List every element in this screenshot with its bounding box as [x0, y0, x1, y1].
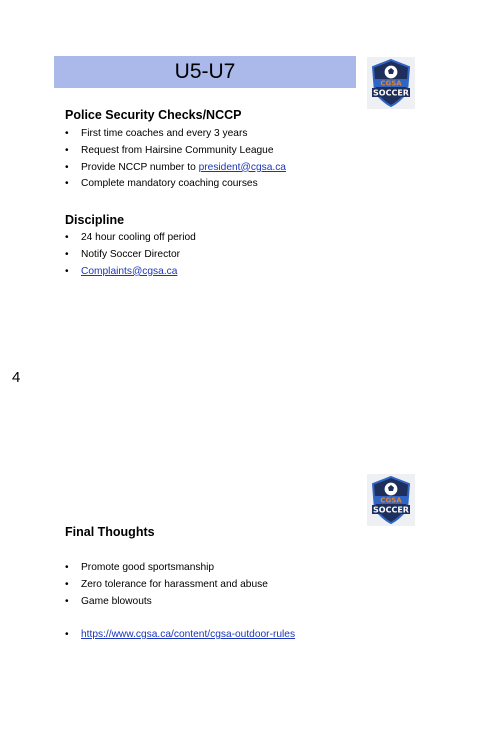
list-item — [65, 264, 196, 281]
list-item: • First time coaches and every 3 years — [65, 126, 286, 143]
rules-link-list — [65, 627, 295, 644]
president-email-link[interactable]: president@cgsa.ca — [198, 161, 286, 173]
svg-text:CGSA: CGSA — [380, 496, 402, 505]
svg-text:CGSA: CGSA — [380, 79, 402, 88]
complaints-email-link[interactable]: Complaints@cgsa.ca — [81, 265, 178, 277]
police-checks-heading: Police Security Checks/NCCP — [65, 108, 242, 122]
list-item: • Game blowouts — [65, 594, 268, 611]
final-thoughts-list — [65, 560, 268, 610]
list-item: • Request from Hairsine Community League — [65, 143, 286, 160]
list-item: • Complete mandatory coaching courses — [65, 176, 286, 193]
list-item — [65, 627, 295, 644]
svg-text:SOCCER: SOCCER — [373, 88, 409, 98]
list-item: • Zero tolerance for harassment and abuse — [65, 577, 268, 594]
list-item: • Promote good sportsmanship — [65, 560, 268, 577]
soccer-shield-icon — [369, 475, 413, 525]
cgsa-soccer-logo — [367, 57, 415, 109]
discipline-heading: Discipline — [65, 213, 125, 227]
outdoor-rules-link[interactable]: https://www.cgsa.ca/content/cgsa-outdoor-rules — [81, 629, 296, 640]
discipline-list — [65, 230, 196, 280]
list-item: • 24 hour cooling off period — [65, 230, 196, 247]
svg-text:SOCCER: SOCCER — [373, 505, 409, 515]
soccer-shield-icon — [369, 58, 413, 108]
title-banner — [54, 56, 356, 88]
list-item — [65, 160, 286, 177]
cgsa-soccer-logo — [367, 474, 415, 526]
page-title: U5-U7 — [174, 60, 236, 83]
final-thoughts-heading: Final Thoughts — [65, 525, 155, 539]
police-checks-list — [65, 126, 286, 193]
page-number: 4 — [12, 369, 21, 386]
nccp-prefix-text: Provide NCCP number to — [81, 161, 199, 173]
list-item: • Notify Soccer Director — [65, 247, 196, 264]
